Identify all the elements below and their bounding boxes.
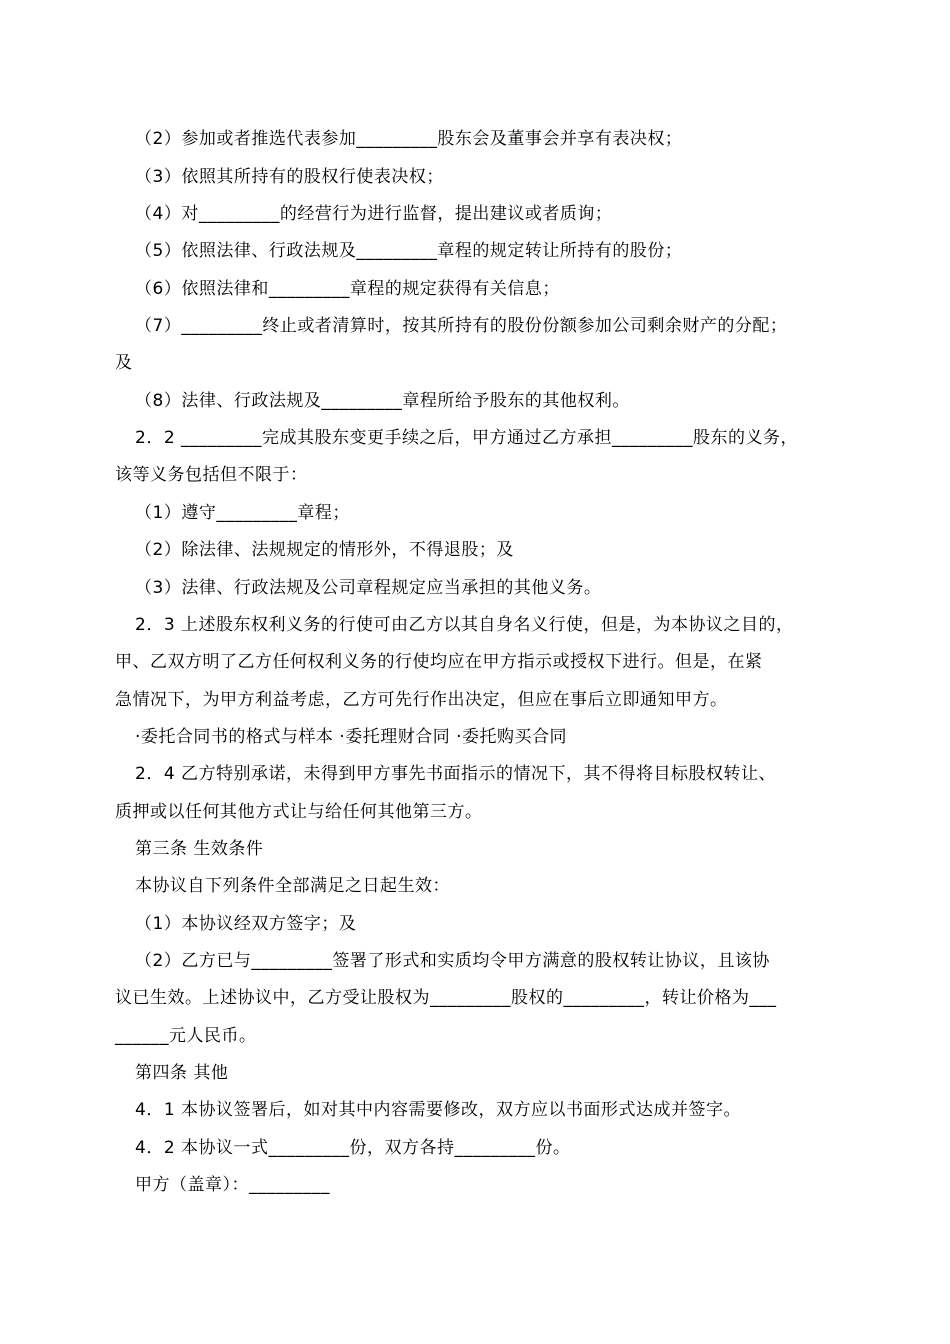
clause-2-1-item-7-cont: 及 (115, 353, 133, 373)
related-links: ·委托合同书的格式与样本 ·委托理财合同 ·委托购买合同 (135, 727, 568, 747)
clause-2-3-cont-2: 急情况下，为甲方利益考虑，乙方可先行作出决定，但应在事后立即通知甲方。 (115, 690, 728, 710)
clause-2-2-cont: 该等义务包括但不限于： (115, 465, 308, 485)
clause-2-2-item-1: （1）遵守_________章程； (135, 503, 350, 523)
clause-2-2: 2．2 _________完成其股东变更手续之后，甲方通过乙方承担_________股东的义务， (135, 428, 799, 448)
clause-2-2-item-2: （2）除法律、法规规定的情形外，不得退股；及 (135, 540, 514, 560)
article-3-item-1: （1）本协议经双方签字；及 (135, 914, 357, 934)
clause-2-1-item-8: （8）法律、行政法规及_________章程所给予股东的其他权利。 (135, 391, 630, 411)
clause-4-1: 4．1 本协议签署后，如对其中内容需要修改，双方应以书面形式达成并签字。 (135, 1100, 742, 1120)
clause-2-4-cont: 质押或以任何其他方式让与给任何其他第三方。 (115, 802, 483, 822)
party-a-seal-line: 甲方（盖章）：_________ (135, 1175, 330, 1195)
clause-2-1-item-3: （3）依照其所持有的股权行使表决权； (135, 167, 444, 187)
clause-2-1-item-7: （7）_________终止或者清算时，按其所持有的股份份额参加公司剩余财产的分配； (135, 316, 788, 336)
clause-2-3: 2．3 上述股东权利义务的行使可由乙方以其自身名义行使，但是，为本协议之目的， (135, 615, 794, 635)
clause-2-1-item-2: （2）参加或者推选代表参加_________股东会及董事会并享有表决权； (135, 129, 683, 149)
article-4-heading: 第四条 其他 (135, 1063, 229, 1083)
article-3-heading: 第三条 生效条件 (135, 839, 264, 859)
clause-2-3-cont-1: 甲、乙双方明了乙方任何权利义务的行使均应在甲方指示或授权下进行。但是，在紧 (115, 652, 763, 672)
article-3-item-2-cont-1: 议已生效。上述协议中，乙方受让股权为_________股权的_________，转让价格为___ (115, 988, 777, 1008)
clause-2-1-item-5: （5）依照法律、行政法规及_________章程的规定转让所持有的股份； (135, 241, 683, 261)
clause-4-2: 4．2 本协议一式_________份，双方各持_________份。 (135, 1138, 571, 1158)
article-3-item-2-cont-2: ______元人民币。 (115, 1026, 257, 1046)
clause-2-1-item-6: （6）依照法律和_________章程的规定获得有关信息； (135, 279, 560, 299)
clause-2-1-item-4: （4）对_________的经营行为进行监督，提出建议或者质询； (135, 204, 613, 224)
article-3-item-2: （2）乙方已与_________签署了形式和实质均令甲方满意的股权转让协议，且该协 (135, 951, 770, 971)
clause-2-4: 2．4 乙方特别承诺，未得到甲方事先书面指示的情况下，其不得将目标股权转让、 (135, 764, 777, 784)
article-3-intro: 本协议自下列条件全部满足之日起生效： (135, 876, 450, 896)
clause-2-2-item-3: （3）法律、行政法规及公司章程规定应当承担的其他义务。 (135, 578, 602, 598)
